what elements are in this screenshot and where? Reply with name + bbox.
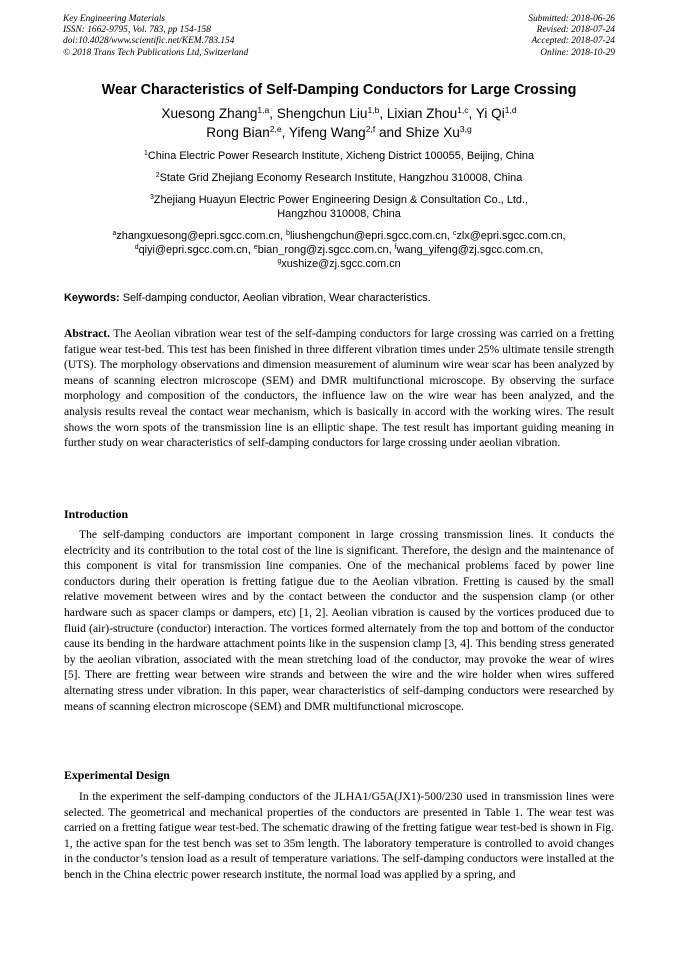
author-affiliation-mark: 1,d xyxy=(504,105,517,115)
keywords xyxy=(64,292,616,304)
author-name: Lixian Zhou xyxy=(386,106,458,121)
email-link[interactable]: wang_yifeng@zj.sgcc.com.cn, xyxy=(396,244,544,256)
journal-info xyxy=(63,14,248,59)
author-name: Shize Xu xyxy=(405,125,460,140)
publication-dates xyxy=(528,14,615,59)
email-link[interactable]: zlx@epri.sgcc.com.cn, xyxy=(456,230,566,242)
separator: and xyxy=(375,125,406,140)
paper-title: Wear Characteristics of Self-Damping Conductors for Large Crossing xyxy=(101,82,577,98)
email-line-3 xyxy=(40,257,638,271)
email-line-1 xyxy=(40,229,638,243)
abstract-label: Abstract. xyxy=(64,327,111,340)
author-name: Rong Bian xyxy=(206,125,270,140)
affiliation-2 xyxy=(40,171,638,185)
abstract-text: The Aeolian vibration wear test of the self-damping conductors for large crossing was carried on a fretting fatigue wear test-bed. This test has been finished in three different vibration times under 25% ultimate tensile strength (UTS). The morphology observations and dimension measurement of aluminum wire wear scar has been analyzed by means of scanning electron microscope (SEM) and DMR multifunctional microscope. By observing the surface morphology and composition of the conductors, the influence law on the wire wear has been analyzed, and the analysis results reveal the contact wear mechanism, which is basically in accord with the working wires. The result shows the worn spots of the transmission line is an elliptic shape. The test result has important guiding meaning in further study on wear characteristics of self-damping conductors for large crossing under aeolian vibration. xyxy=(64,327,614,450)
keywords-text: Self-damping conductor, Aeolian vibration, Wear characteristics. xyxy=(119,292,431,304)
online-date: Online: 2018-10-29 xyxy=(540,47,615,58)
email-link[interactable]: zhangxuesong@epri.sgcc.com.cn, xyxy=(116,230,287,242)
author-affiliation-mark: 1,a xyxy=(257,105,270,115)
submitted-date: Submitted: 2018-06-26 xyxy=(528,14,615,24)
abstract xyxy=(64,326,614,451)
email-mark: d xyxy=(134,244,139,251)
separator: , xyxy=(379,106,387,121)
author-line-2 xyxy=(40,123,638,142)
keywords-label: Keywords: xyxy=(64,292,120,304)
author-name: Yifeng Wang xyxy=(288,125,366,140)
author-emails xyxy=(40,229,638,271)
email-link[interactable]: qiyi@epri.sgcc.com.cn, xyxy=(138,244,254,256)
separator: , xyxy=(269,106,277,121)
introduction-heading: Introduction xyxy=(64,507,129,521)
email-mark: e xyxy=(253,244,258,251)
email-line-2 xyxy=(40,243,638,257)
email-link[interactable]: liushengchun@epri.sgcc.com.cn, xyxy=(289,230,453,242)
affiliation-text: State Grid Zhejiang Economy Research Institute, Hangzhou 310008, China xyxy=(159,172,523,184)
affiliation-3-line-2: Hangzhou 310008, China xyxy=(277,208,401,220)
author-affiliation-mark: 2,e xyxy=(269,124,282,134)
author-list xyxy=(40,104,638,142)
author-affiliation-mark: 2,f xyxy=(365,124,376,134)
revised-date: Revised: 2018-07-24 xyxy=(536,25,615,36)
doi-line: doi:10.4028/www.scientific.net/KEM.783.154 xyxy=(63,36,235,47)
affiliation-3-line-1 xyxy=(40,193,638,207)
email-mark: g xyxy=(277,258,282,265)
author-affiliation-mark: 1,b xyxy=(367,105,380,115)
affiliation-number: 3 xyxy=(149,194,154,201)
experimental-design-paragraph: In the experiment the self-damping conductors of the JLHA1/G5A(JX1)-500/230 used in transmission lines were selected. The geometrical and mechanical properties of the conductors are presented in Table 1. The wear test was carried on a fretting fatigue wear test-bed. The schematic drawing of the fretting fatigue wear test-bed is shown in Fig. 1, the active span for the test bench was set to 35m length. The laboratory temperature is controlled to avoid changes in the conductor’s tension load as a result of temperature variations. The self-damping conductors were installed at the bench in the China electric power research institute, the normal load was applied by a spring, and xyxy=(64,790,614,881)
author-affiliation-mark: 3,g xyxy=(459,124,472,134)
affiliation-text: China Electric Power Research Institute, Xicheng District 100055, Beijing, China xyxy=(147,150,535,162)
author-affiliation-mark: 1,c xyxy=(457,105,469,115)
affiliation-number: 1 xyxy=(143,150,148,157)
experimental-design-heading: Experimental Design xyxy=(64,768,170,782)
affiliation-text: Zhejiang Huayun Electric Power Engineering Design & Consultation Co., Ltd., xyxy=(153,194,529,206)
separator: , xyxy=(281,125,289,140)
email-link[interactable]: xushize@zj.sgcc.com.cn xyxy=(281,258,401,270)
accepted-date: Accepted: 2018-07-24 xyxy=(531,36,615,47)
email-mark: c xyxy=(452,230,457,237)
separator: , xyxy=(468,106,476,121)
author-name: Shengchun Liu xyxy=(276,106,368,121)
affiliation-3 xyxy=(40,193,638,221)
email-mark: f xyxy=(394,244,397,251)
journal-name: Key Engineering Materials xyxy=(63,14,166,24)
email-mark: b xyxy=(286,230,290,237)
author-line-1 xyxy=(40,104,638,123)
affiliation-1 xyxy=(40,149,638,163)
email-link[interactable]: bian_rong@zj.sgcc.com.cn, xyxy=(257,244,395,256)
copyright-line: © 2018 Trans Tech Publications Ltd, Switzerland xyxy=(63,47,249,58)
author-name: Yi Qi xyxy=(475,106,505,121)
email-mark: a xyxy=(112,230,117,237)
affiliation-number: 2 xyxy=(155,172,160,179)
introduction-paragraph: The self-damping conductors are important component in large crossing transmission lines. It conducts the electricity and its contribution to the total cost of the line is significant. Therefore, the design and the maintenance of this component is vital for transmission line companies. One of the mechanical problems faced by power line conductors during their operation is fretting fatigue due to the Aeolian vibration. Fretting is caused by the small relative movement between wires and by the contact between the conductor and the suspension clamp (or other hardware such as spacer clamps or dampers, etc) [1, 2]. Aeolian vibration is caused by the vortices produced due to fluid (air)-structure (conductor) interaction. The vortices formed alternately from the top and bottom of the conductor cause its bending in the hardware attachment points like in the suspension clamp [3, 4]. This bending stress generated by the aeolian vibration, associated with the mean stretching load of the conductor, may provoke the wear of wires [5]. There are fretting wear between wire strands and between the wire and the wire holder when wires suffered alternating stress under vibration. In this paper, wear characteristics of self-damping conductors were researched by means of scanning electron microscope (SEM) and DMR multifunctional microscope. xyxy=(64,528,614,713)
issn-line: ISSN: 1662-9795, Vol. 783, pp 154-158 xyxy=(63,25,211,36)
author-name: Xuesong Zhang xyxy=(161,106,258,121)
